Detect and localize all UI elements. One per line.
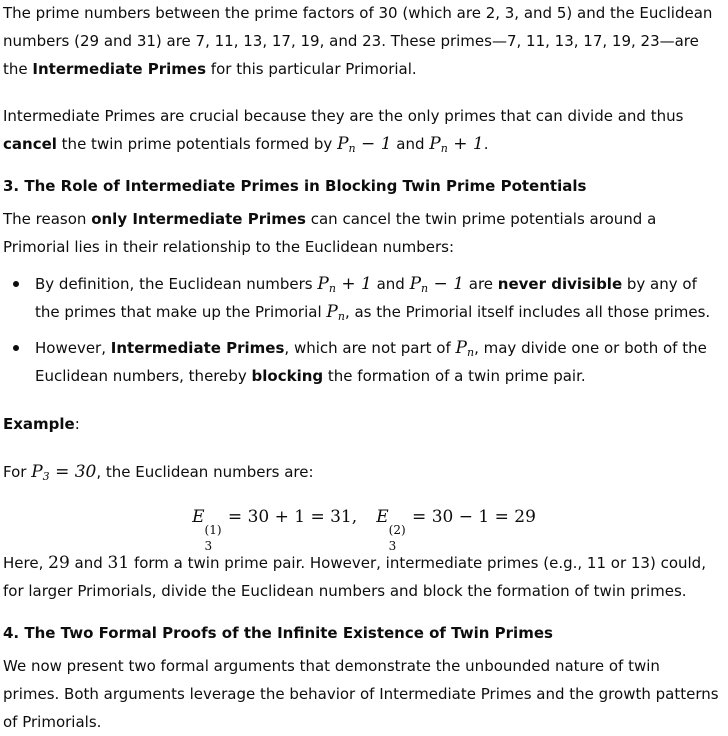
math-pn-minus: $P_n - 1$ xyxy=(337,134,392,155)
math-p3: $P_3 = 30$ xyxy=(31,462,97,483)
bold-text: blocking xyxy=(251,367,324,385)
math-e2: E xyxy=(376,507,389,527)
bold-text: Intermediate Primes xyxy=(110,339,285,357)
paragraph-intermediate-primes-list xyxy=(3,0,716,83)
math-e1: E xyxy=(192,507,205,527)
text: can cancel the twin prime potentials around a Primorial lies in their relationship to the Euclidean numbers: xyxy=(3,210,657,256)
math-31: 31 xyxy=(107,553,130,573)
math-pn: $P_n$ xyxy=(326,302,345,323)
section-heading-4: 4. The Two Formal Proofs of the Infinite Existence of Twin Primes xyxy=(3,624,553,642)
text: . xyxy=(483,135,489,153)
paragraph-formal-arguments: We now present two formal arguments that demonstrate the unbounded nature of twin primes. Both arguments leverage the behavior of Intermediate Primes and the growth patterns of Primorials. xyxy=(3,657,719,731)
display-equation: E (1) 3 = 30 + 1 = 31, E (2) 3 = 30 − 1 = 29 xyxy=(192,507,536,553)
text: Intermediate Primes are crucial because they are the only primes that can divide and thus xyxy=(3,107,684,125)
example-label: Example: xyxy=(3,415,80,433)
text: for this particular Primorial. xyxy=(206,60,417,78)
math-pn: $P_n$ xyxy=(455,338,475,359)
math-pn-plus: $P_n + 1$ xyxy=(429,134,484,155)
paragraph-reason xyxy=(3,205,716,261)
bold-text: cancel xyxy=(3,135,57,153)
math-pn-plus: $P_n + 1$ xyxy=(317,274,372,295)
section-heading-3: 3. The Role of Intermediate Primes in Blocking Twin Prime Potentials xyxy=(3,177,587,195)
list-item: However, Intermediate Primes, which are not part of $P_n$, may divide one or both of the Euclidean numbers, thereby blocking the formation of a twin prime pair. xyxy=(3,334,716,390)
math-29: 29 xyxy=(48,553,70,573)
list-item: By definition, the Euclidean numbers $P_n + 1$ and $P_n - 1$ are never divisible by any of the primes that make up the Primorial $P_n$, as the Primorial itself includes all those primes. xyxy=(3,270,716,326)
bullet-list xyxy=(3,270,716,398)
paragraph-here: Here, 29 and 31 form a twin prime pair. However, intermediate primes (e.g., 11 or 13) could, for larger Primorials, divide the Euclidean numbers and block the formation of twin primes. xyxy=(3,553,706,600)
text: The prime numbers between the prime factors of 30 (which are 2, 3, and 5) and the Euclidean numbers (29 and 31) are 7, 11, 13, 17, 19, and 23. These primes—7, 11, 13, 17, 19, 23—are the xyxy=(3,4,713,78)
text: The reason xyxy=(3,210,92,228)
example-intro: For $P_3 = 30$, the Euclidean numbers are: xyxy=(3,462,314,483)
math-pn-minus: $P_n - 1$ xyxy=(409,274,464,295)
bold-text: never divisible xyxy=(497,275,623,293)
text: and xyxy=(391,135,430,153)
paragraph-crucial xyxy=(3,102,720,158)
bold-text: only Intermediate Primes xyxy=(91,210,306,228)
bold-text: Intermediate Primes xyxy=(32,60,207,78)
text: the twin prime potentials formed by xyxy=(56,135,338,153)
